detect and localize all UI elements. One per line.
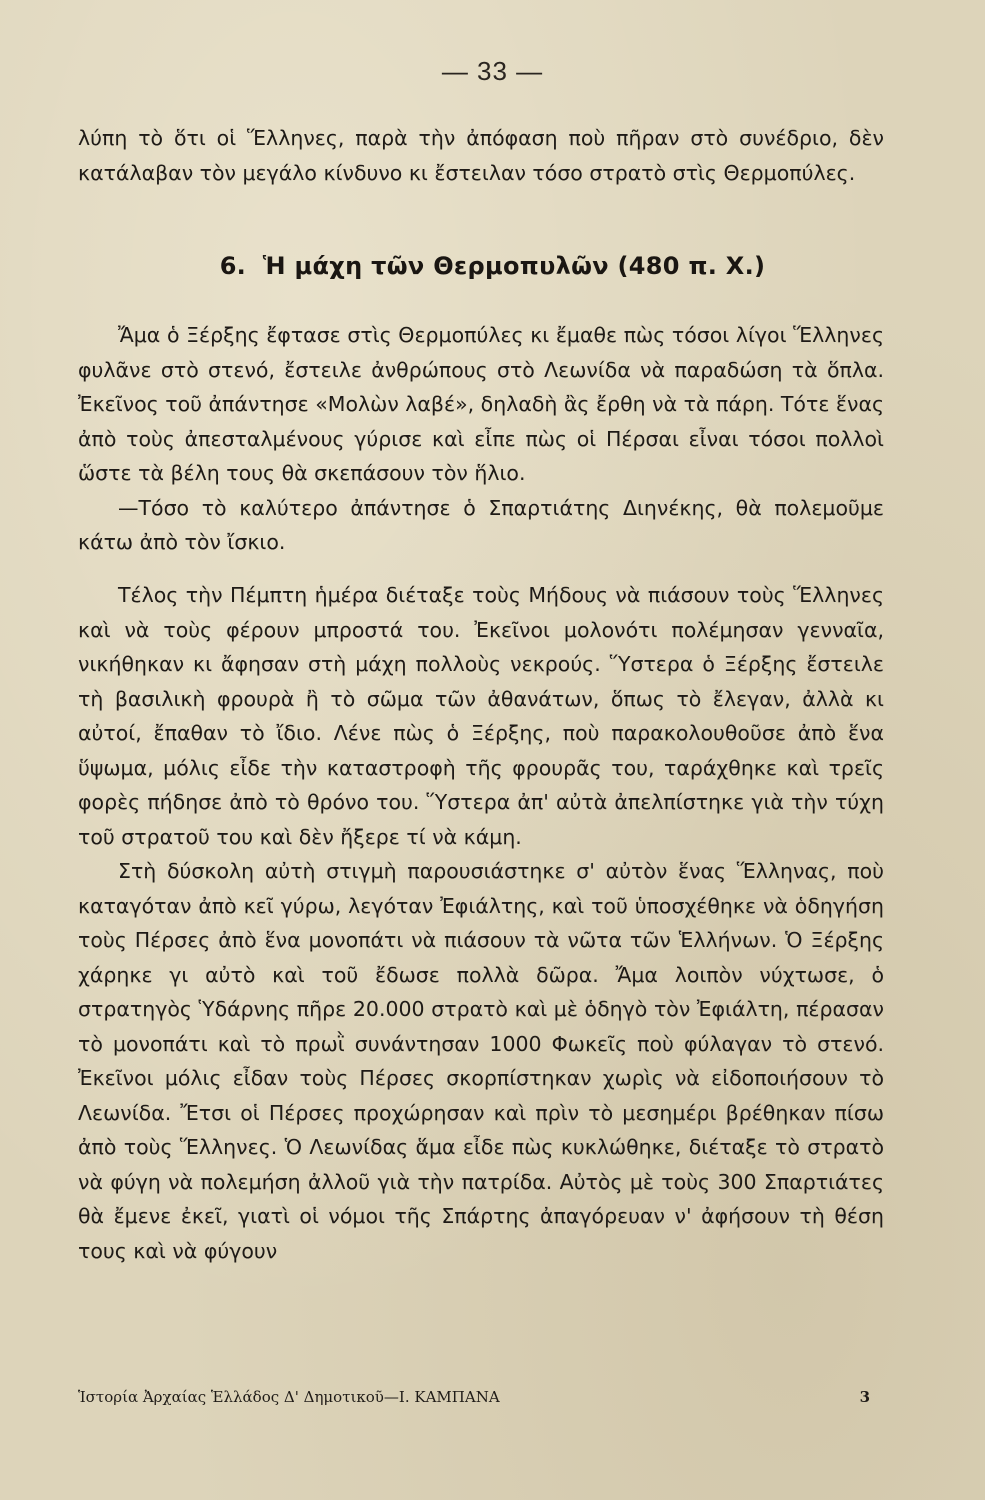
footer-book-title: Ἱστορία Ἀρχαίας Ἑλλάδος Δ' Δημοτικοῦ—Ι. ΚΑΜΠΑΝΑ bbox=[78, 1388, 500, 1406]
body-text-upper bbox=[78, 318, 884, 560]
intro-text: λύπη τὸ ὅτι οἱ Ἕλληνες, παρὰ τὴν ἀπόφαση ποὺ πῆραν στὸ συνέδριο, δὲν κατάλαβαν τὸν μεγάλο κίνδυνο κι ἔστειλαν τόσο στρατὸ στὶς Θερμοπύλες. bbox=[78, 126, 884, 185]
paragraph-4: Στὴ δύσκολη αὐτὴ στιγμὴ παρουσιάστηκε σ' αὐτὸν ἕνας Ἕλληνας, ποὺ καταγόταν ἀπὸ κεῖ γύρω, λεγόταν Ἐφιάλτης, καὶ τοῦ ὑποσχέθηκε νὰ ὁδηγήση τοὺς Πέρσες ἀπὸ ἕνα μονοπάτι νὰ πιάσουν τὰ νῶτα τῶν Ἑλλήνων. Ὁ Ξέρξης χάρηκε γι αὐτὸ καὶ τοῦ ἔδωσε πολλὰ δῶρα. Ἄμα λοιπὸν νύχτωσε, ὁ στρατηγὸς Ὑδάρνης πῆρε 20.000 στρατὸ καὶ μὲ ὁδηγὸ τὸν Ἐφιάλτη, πέρασαν τὸ μονοπάτι καὶ τὸ πρωῒ συνάντησαν 1000 Φωκεῖς ποὺ φύλαγαν τὸ στενό. Ἐκεῖνοι μόλις εἶδαν τοὺς Πέρσες σκορπίστηκαν χωρὶς νὰ εἰδοποιήσουν τὸ Λεωνίδα. Ἔτσι οἱ Πέρσες προχώρησαν καὶ πρὶν τὸ μεσημέρι βρέθηκαν πίσω ἀπὸ τοὺς Ἕλληνες. Ὁ Λεωνίδας ἅμα εἶδε πὼς κυκλώθηκε, διέταξε τὸ στρατὸ νὰ φύγη νὰ πολεμήση ἀλλοῦ γιὰ τὴν πατρίδα. Αὐτὸς μὲ τοὺς 300 Σπαρτιάτες θὰ ἔμενε ἐκεῖ, γιατὶ οἱ νόμοι τῆς Σπάρτης ἀπαγόρευαν ν' ἀφήσουν τὴ θέση τους καὶ νὰ φύγουν bbox=[78, 859, 884, 1263]
section-heading bbox=[0, 252, 985, 280]
paragraph-3: Τέλος τὴν Πέμπτη ἡμέρα διέταξε τοὺς Μήδους νὰ πιάσουν τοὺς Ἕλληνες καὶ νὰ τοὺς φέρουν μπροστά του. Ἐκεῖνοι μολονότι πολέμησαν γενναῖα, νικήθηκαν κι ἄφησαν στὴ μάχη πολλοὺς νεκρούς. Ὕστερα ὁ Ξέρξης ἔστειλε τὴ βασιλικὴ φρουρὰ ἢ τὸ σῶμα τῶν ἀθανάτων, ὅπως τὸ ἔλεγαν, ἀλλὰ κι αὐτοί, ἔπαθαν τὸ ἴδιο. Λένε πὼς ὁ Ξέρξης, ποὺ παρακολουθοῦσε ἀπὸ ἕνα ὕψωμα, μόλις εἶδε τὴν καταστροφὴ τῆς φρουρᾶς του, ταράχθηκε καὶ τρεῖς φορὲς πήδησε ἀπὸ τὸ θρόνο του. Ὕστερα ἀπ' αὐτὰ ἀπελπίστηκε γιὰ τὴν τύχη τοῦ στρατοῦ του καὶ δὲν ἤξερε τί νὰ κάμη. bbox=[78, 583, 884, 849]
intro-paragraph bbox=[78, 121, 884, 190]
section-number: 6. bbox=[219, 252, 247, 280]
page-number: — 33 — bbox=[441, 56, 544, 86]
paragraph-2: —Τόσο τὸ καλύτερο ἀπάντησε ὁ Σπαρτιάτης Διηνέκης, θὰ πολεμοῦμε κάτω ἀπὸ τὸν ἴσκιο. bbox=[78, 495, 884, 554]
body-text-lower bbox=[78, 578, 884, 1268]
section-title: Ἡ μάχη τῶν Θερμοπυλῶν (480 π. Χ.) bbox=[262, 252, 766, 280]
footer-signature-number: 3 bbox=[859, 1388, 870, 1406]
paragraph-1: Ἄμα ὁ Ξέρξης ἔφτασε στὶς Θερμοπύλες κι ἔμαθε πὼς τόσοι λίγοι Ἕλληνες φυλᾶνε στὸ στενό, ἔστειλε ἀνθρώπους στὸ Λεωνίδα νὰ παραδώση τὰ ὅπλα. Ἐκεῖνος τοῦ ἀπάντησε «Μολὼν λαβέ», δηλαδὴ ἂς ἔρθη νὰ τὰ πάρη. Τότε ἕνας ἀπὸ τοὺς ἀπεσταλμένους γύρισε καὶ εἶπε πὼς οἱ Πέρσαι εἶναι τόσοι πολλοὶ ὥστε τὰ βέλη τους θὰ σκεπάσουν τὸν ἥλιο. bbox=[78, 323, 884, 485]
